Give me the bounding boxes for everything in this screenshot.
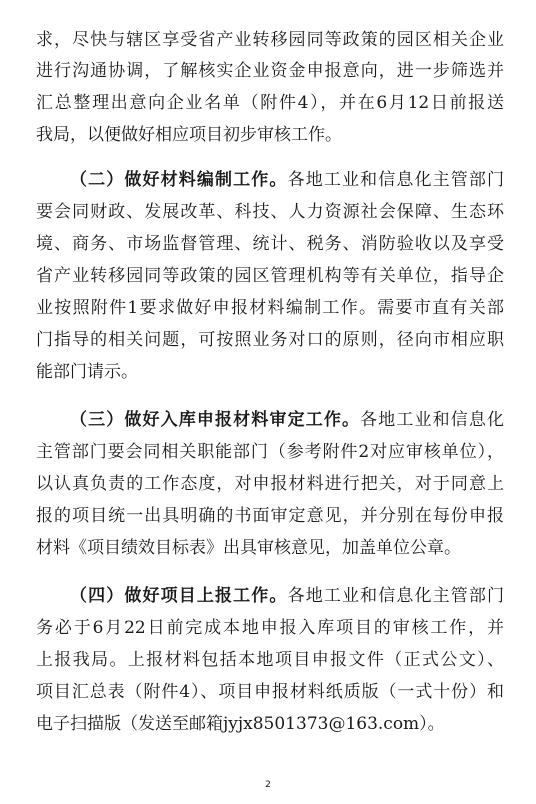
paragraph-line (36, 362, 504, 382)
line-text: 门指导的相关问题，可按照业务对口的原则，径向市相应职 (36, 330, 504, 350)
paragraph-line (36, 714, 504, 734)
line-text: 求，尽快与辖区享受省产业转移园同等政策的园区相关企业 (36, 30, 504, 50)
section-heading: （二）做好材料编制工作。 (70, 170, 288, 190)
paragraph-line (36, 538, 504, 558)
paragraph-line (36, 202, 504, 222)
line-text: 务必于6月22日前完成本地申报入库项目的审核工作，并 (36, 618, 504, 638)
paragraph-line (36, 618, 504, 638)
line-text: 各地工业和信息化主管部门 (287, 586, 505, 606)
paragraph-line (36, 266, 504, 286)
paragraph-line (36, 442, 504, 462)
line-text: 要会同财政、发展改革、科技、人力资源社会保障、生态环 (36, 202, 504, 222)
paragraph-line (36, 234, 504, 254)
line-text: 以认真负责的工作态度，对申报材料进行把关，对于同意上 (36, 474, 504, 494)
line-text: 主管部门要会同相关职能部门（参考附件2对应审核单位）， (36, 442, 504, 462)
paragraph-line (36, 682, 504, 702)
page-number: 2 (265, 780, 271, 790)
line-text: 项目汇总表（附件4）、项目申报材料纸质版（一式十份）和 (36, 682, 504, 702)
section-heading-line (70, 410, 504, 430)
paragraph-line (36, 61, 504, 81)
line-text: 能部门请示。 (36, 362, 138, 382)
line-text: 进行沟通协调，了解核实企业资金申报意向，进一步筛选并 (36, 61, 504, 81)
paragraph-line (36, 125, 504, 145)
line-text: 我局，以便做好相应项目初步审核工作。 (36, 125, 342, 145)
section-heading: （四）做好项目上报工作。 (70, 586, 288, 606)
line-text: 电子扫描版（发送至邮箱jyjx8501373@163.com）。 (36, 714, 445, 734)
line-text: 材料《项目绩效目标表》出具审核意见，加盖单位公章。 (36, 538, 461, 558)
paragraph-line (36, 474, 504, 494)
line-text: 汇总整理出意向企业名单（附件4），并在6月12日前报送 (36, 93, 504, 113)
section-heading-line (70, 586, 504, 606)
line-text: 各地工业和信息化主管部门 (287, 170, 505, 190)
paragraph-line (36, 93, 504, 113)
section-heading: （三）做好入库申报材料审定工作。 (70, 410, 361, 430)
paragraph-line (36, 650, 504, 670)
line-text: 省产业转移园同等政策的园区管理机构等有关单位，指导企 (36, 266, 504, 286)
line-text: 报的项目统一出具明确的书面审定意见，并分别在每份申报 (36, 506, 504, 526)
line-text: 业按照附件1要求做好申报材料编制工作。需要市直有关部 (36, 298, 504, 318)
paragraph-line (36, 298, 504, 318)
section-heading-line (70, 170, 504, 190)
line-text: 各地工业和信息化 (360, 410, 505, 430)
line-text: 上报我局。上报材料包括本地项目申报文件（正式公文）、 (36, 650, 504, 670)
paragraph-line (36, 30, 504, 50)
line-text: 境、商务、市场监督管理、统计、税务、消防验收以及享受 (36, 234, 504, 254)
paragraph-line (36, 506, 504, 526)
paragraph-line (36, 330, 504, 350)
